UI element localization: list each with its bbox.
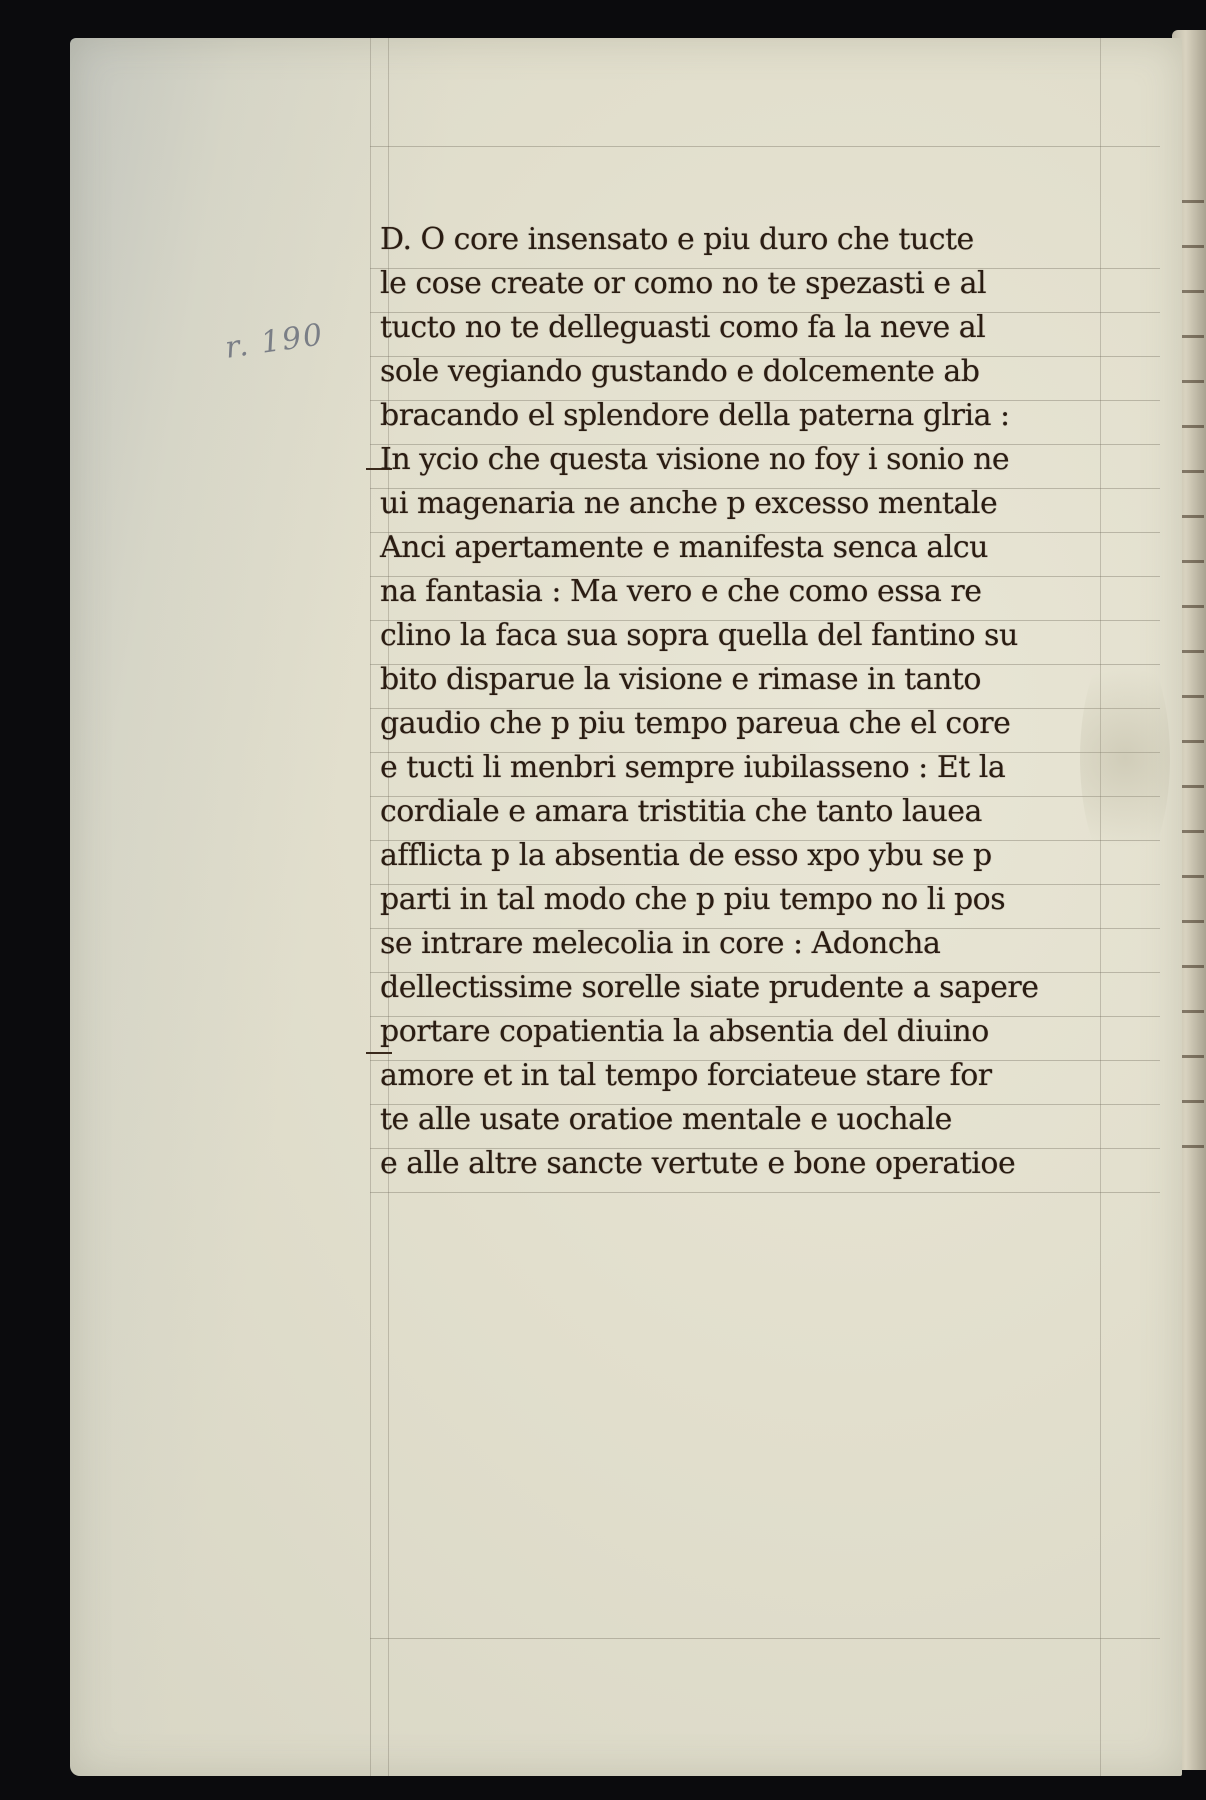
text-line: clino la faca sua sopra quella del fantino su: [380, 618, 1018, 653]
text-line: Anci apertamente e manifesta senca alcu: [380, 530, 988, 565]
text-block: [380, 218, 1170, 1186]
folio-number: r. 190: [223, 317, 327, 366]
ruling-line-left: [370, 38, 371, 1776]
text-line: na fantasia : Ma vero e che como essa re: [380, 574, 982, 609]
text-line: In ycio che questa visione no foy i sonio ne: [380, 442, 1010, 477]
text-line: se intrare melecolia in core : Adoncha: [380, 926, 941, 961]
text-line: portare copatientia la absentia del diuino: [380, 1014, 989, 1049]
text-line: cordiale e amara tristitia che tanto lauea: [380, 794, 982, 829]
text-line: bracando el splendore della paterna glria :: [380, 398, 1010, 433]
text-line: ui magenaria ne anche p excesso mentale: [380, 486, 998, 521]
text-line: e alle altre sancte vertute e bone operatioe: [380, 1146, 1016, 1181]
text-line: gaudio che p piu tempo pareua che el core: [380, 706, 1011, 741]
text-line: te alle usate oratioe mentale e uochale: [380, 1102, 952, 1137]
ruling-line-bottom: [370, 1638, 1160, 1639]
text-line: tucto no te delleguasti como fa la neve al: [380, 310, 986, 345]
ruling-line: [370, 1192, 1160, 1193]
text-line: sole vegiando gustando e dolcemente ab: [380, 354, 980, 389]
text-line: bito disparue la visione e rimase in tanto: [380, 662, 981, 697]
manuscript-page: [70, 38, 1182, 1776]
text-line: amore et in tal tempo forciateue stare for: [380, 1058, 992, 1093]
text-line: le cose create or como no te spezasti e al: [380, 266, 987, 301]
text-line: D. O core insensato e piu duro che tucte: [380, 222, 974, 257]
ruling-line-top: [370, 146, 1160, 147]
text-line: parti in tal modo che p piu tempo no li pos: [380, 882, 1006, 917]
text-line: afflicta p la absentia de esso xpo ybu se p: [380, 838, 992, 873]
text-line: dellectissime sorelle siate prudente a sapere: [380, 970, 1039, 1005]
text-line: e tucti li menbri sempre iubilasseno : Et la: [380, 750, 1006, 785]
